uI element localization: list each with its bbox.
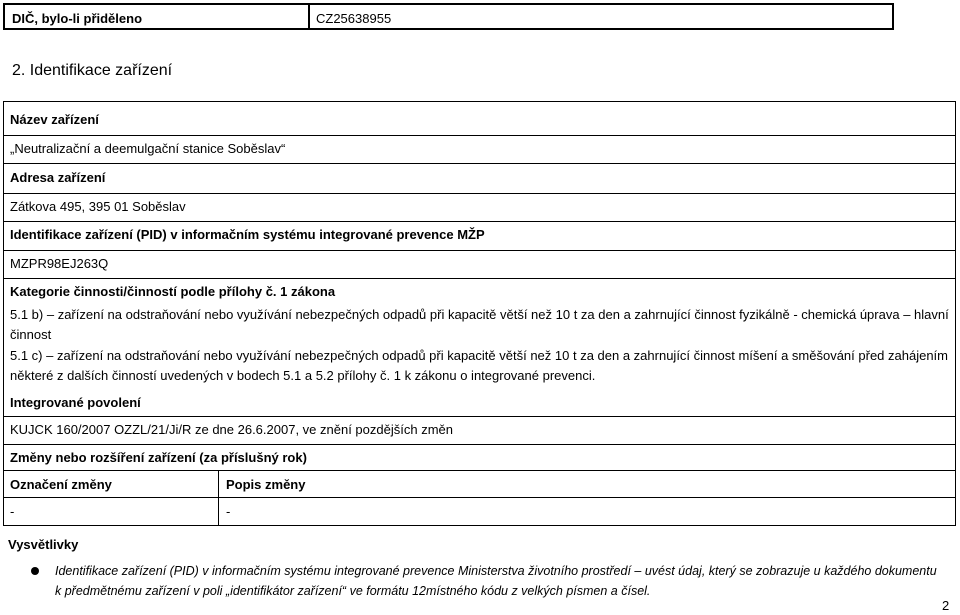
changes-col2-value: - [226, 504, 231, 519]
permit-label: Integrované povolení [10, 395, 141, 410]
facility-pid-label: Identifikace zařízení (PID) v informačním systému integrované prevence MŽP [10, 227, 485, 242]
dic-value: CZ25638955 [316, 11, 392, 26]
facility-address-label: Adresa zařízení [10, 170, 106, 185]
dic-table [3, 3, 894, 30]
facility-name-label: Název zařízení [10, 112, 99, 127]
legend-title: Vysvětlivky [8, 537, 79, 552]
row-divider [3, 497, 956, 498]
changes-col2-header: Popis změny [226, 477, 306, 492]
dic-divider [308, 5, 310, 28]
changes-col1-header: Označení změny [10, 477, 112, 492]
row-divider [3, 278, 956, 279]
page-number: 2 [942, 598, 950, 613]
row-divider [3, 250, 956, 251]
row-divider [3, 193, 956, 194]
changes-column-divider [218, 470, 219, 525]
facility-name-value: „Neutralizační a deemulgační stanice Soběslav“ [10, 141, 286, 156]
facility-pid-value: MZPR98EJ263Q [10, 256, 109, 271]
facility-address-value: Zátkova 495, 395 01 Soběslav [10, 199, 186, 214]
row-divider [3, 135, 956, 136]
row-divider [3, 444, 956, 445]
facility-category-label: Kategorie činnosti/činností podle přílohy č. 1 zákona [10, 284, 336, 299]
changes-col1-value: - [10, 504, 15, 519]
legend-text: Identifikace zařízení (PID) v informačním systému integrované prevence Ministerstva životního prostředí – uvést údaj, který se zobrazuje u každého dokumentu k předmětnému zařízení v poli „identifikátor zařízení“ ve formátu 12místného kódu z velkých písmen a čísel. [55, 564, 937, 598]
changes-label: Změny nebo rozšíření zařízení (za příslušný rok) [10, 450, 307, 465]
bullet-icon [31, 567, 39, 575]
dic-label: DIČ, bylo-li přiděleno [12, 11, 143, 26]
facility-category-item-2: 5.1 c) – zařízení na odstraňování nebo využívání nebezpečných odpadů při kapacitě větší než 10 t za den a zahrnující činnost míšení a směšování před zahájením některé z dalších činností uvedených v bodech 5.1 a 5.2 přílohy č. 1 k zákonu o integrované prevenci. [10, 348, 948, 383]
row-divider [3, 470, 956, 471]
facility-category-item-1: 5.1 b) – zařízení na odstraňování nebo využívání nebezpečných odpadů při kapacitě větší než 10 t za den a zahrnující činnost fyzikálně - chemická úprava – hlavní činnost [10, 307, 949, 342]
row-divider [3, 221, 956, 222]
section-title: 2. Identifikace zařízení [12, 62, 173, 79]
row-divider [3, 163, 956, 164]
row-divider [3, 416, 956, 417]
permit-value: KUJCK 160/2007 OZZL/21/Ji/R ze dne 26.6.2007, ve znění pozdějších změn [10, 422, 453, 437]
